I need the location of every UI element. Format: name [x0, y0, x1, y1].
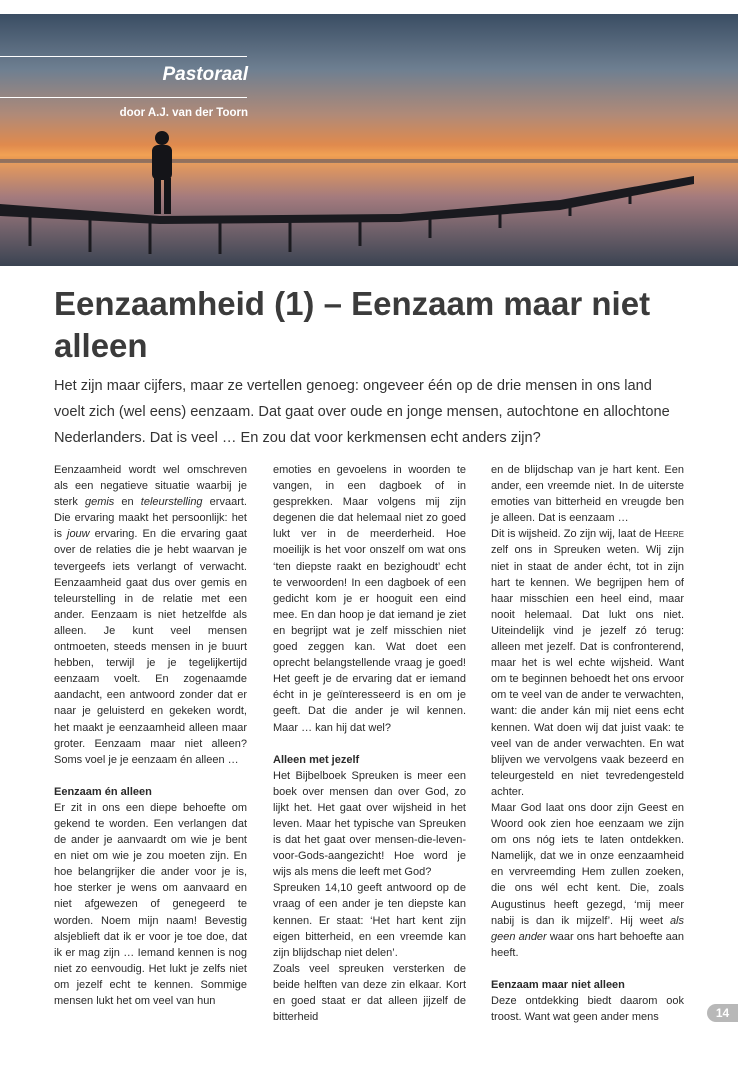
- page-number: 14: [707, 1004, 738, 1022]
- article-title: Eenzaamheid (1) – Eenzaam maar niet alleen: [54, 285, 651, 364]
- paragraph: Deze ontdekking biedt daarom ook troost. Want wat geen ander mens: [491, 995, 684, 1024]
- header-rule-bottom: [0, 97, 247, 98]
- paragraph: en de blijdschap van je hart kent. Een ander, een vreemde niet. In de uiterste emoties van bitterheid en vreugde ben je alleen. Dat is eenzaam …: [491, 464, 684, 525]
- column-2: [273, 462, 466, 1025]
- subheading: Alleen met jezelf: [273, 753, 360, 766]
- paragraph: Eenzaamheid wordt wel omschreven als een negatieve situatie waarbij je sterk gemis en teleurstelling ervaart. Die ervaring maakt het persoonlijk: het is jouw ervaring. En die ervaring gaat over de relaties die je hebt waarvan je tevergeefs iets verlangt of verwacht. Eenzaamheid gaat dus over gemis en teleurstelling in de relatie met een ander. Eenzaam is niet hetzelfde als alleen. Je kunt veel mensen ontmoeten, steeds mensen in je buurt hebben, terwijl je je tegelijkertijd eenzaam voelt. En zogenaamde aandacht, een antwoord zonder dat er naar je geluisterd en gekeken wordt, het maakt je eenzaamheid alleen maar groter. Eenzaam maar niet alleen? Soms voel je je eenzaam én alleen …: [54, 464, 247, 766]
- author-byline: door A.J. van der Toorn: [119, 107, 248, 119]
- subheading: Eenzaam én alleen: [54, 785, 152, 798]
- paragraph: Het Bijbelboek Spreuken is meer een boek over mensen dan over God, zo lijkt het. Het gaat over wijsheid in het leven. Maar het typische van Spreuken is dat het gaat over mensen-die-leven-voor-Gods-aangezicht! Hoe word je wijs als mens die leeft met God?: [273, 769, 466, 879]
- column-3: [491, 462, 684, 1025]
- paragraph: Er zit in ons een diepe behoefte om gekend te worden. Een verlangen dat de ander je aanvaardt om wie je bent en niet om wie je zou moeten zijn. En hoe belangrijker die ander voor je is, hoe sterker je wens om aanvaard en niet afgewezen of genegeerd te worden. Noem mijn naam! Bevestig alsjeblieft dat ik er voor je toe doe, dat ik er mag zijn … Iemand kennen is nog niet zo eenvoudig. Het lukt je zelfs niet om jezelf echt te kennen. Sommige mensen lukt het om veel van hun: [54, 801, 247, 1007]
- paragraph: Zoals veel spreuken versterken de beide helften van deze zin elkaar. Kort en goed staat er dat alleen jijzelf de bitterheid: [273, 962, 466, 1024]
- column-1: [54, 462, 247, 1009]
- paragraph: Dit is wijsheid. Zo zijn wij, laat de Heere zelf ons in Spreuken weten. Wij zijn niet in staat de ander écht, tot in zijn hart te kennen. We begrijpen hem of haar misschien een heel eind, maar nooit helemaal. Dat lukt ons niet. Uiteindelijk vind je jezelf zó terug: alleen met jezelf. Dat is confronterend, maar het is wel echte wijsheid. Want om te beginnen behoedt het ons ervoor om te veel van de ander te verwachten, want: die ander kán mij niet eens echt kennen. Wat doen wij dat juist vaak: te veel van de ander verwachten. En wat blijven we vervolgens vaak bezeerd en teleurgesteld en niet tevredengesteld achter.: [491, 528, 684, 798]
- sunset-pier-image: [0, 14, 738, 266]
- hero-photo: [0, 14, 738, 266]
- section-label: Pastoraal: [162, 64, 248, 85]
- paragraph: emoties en gevoelens in woorden te vangen, in een dagboek of in gesprekken. Maar volgens mij zijn degenen die dat helemaal niet zo goed lukt ver in de meerderheid. Hoe moeilijk is het voor onszelf om wat ons ‘ten diepste raakt en bezighoudt’ echt te verwoorden! In een dagboek of een gedicht kom je er hooguit een eind mee. En dan hoop je dat iemand je ziet en begrijpt wat je zelf misschien niet goed zeggen kan. Wat doet een oprecht belangstellende vraag je goed! Het geeft je de ervaring dat er iemand écht in je geïnteresseerd is en om je geeft. Dat die ander je wil kennen. Maar … kan hij dat wel?: [273, 464, 466, 734]
- paragraph: Maar God laat ons door zijn Geest en Woord ook zien hoe eenzaam we zijn om ons nóg iets te laten ontdekken. Namelijk, dat we in onze eenzaamheid en vervreemding Hem zullen zoeken, die ons wél echt kent. Die, zoals Augustinus heeft gezegd, ‘mij meer nabij is dan ik mijzelf’. Hij weet als geen ander waar ons hart behoefte aan heeft.: [491, 801, 684, 959]
- paragraph: Spreuken 14,10 geeft antwoord op de vraag of een ander je ten diepste kan kennen. Er staat: ‘Het hart kent zijn eigen bitterheid, en een vreemde kan zijn blijdschap niet delen’.: [273, 882, 466, 959]
- header-rule-top: [0, 56, 247, 57]
- article-lead: Het zijn maar cijfers, maar ze vertellen genoeg: ongeveer één op de drie mensen in ons land voelt zich (wel eens) eenzaam. Dat gaat over oude en jonge mensen, autochtone en allochtone Nederlanders. Dat is veel … En zou dat voor kerkmensen echt anders zijn?: [54, 378, 670, 446]
- subheading: Eenzaam maar niet alleen: [491, 978, 625, 991]
